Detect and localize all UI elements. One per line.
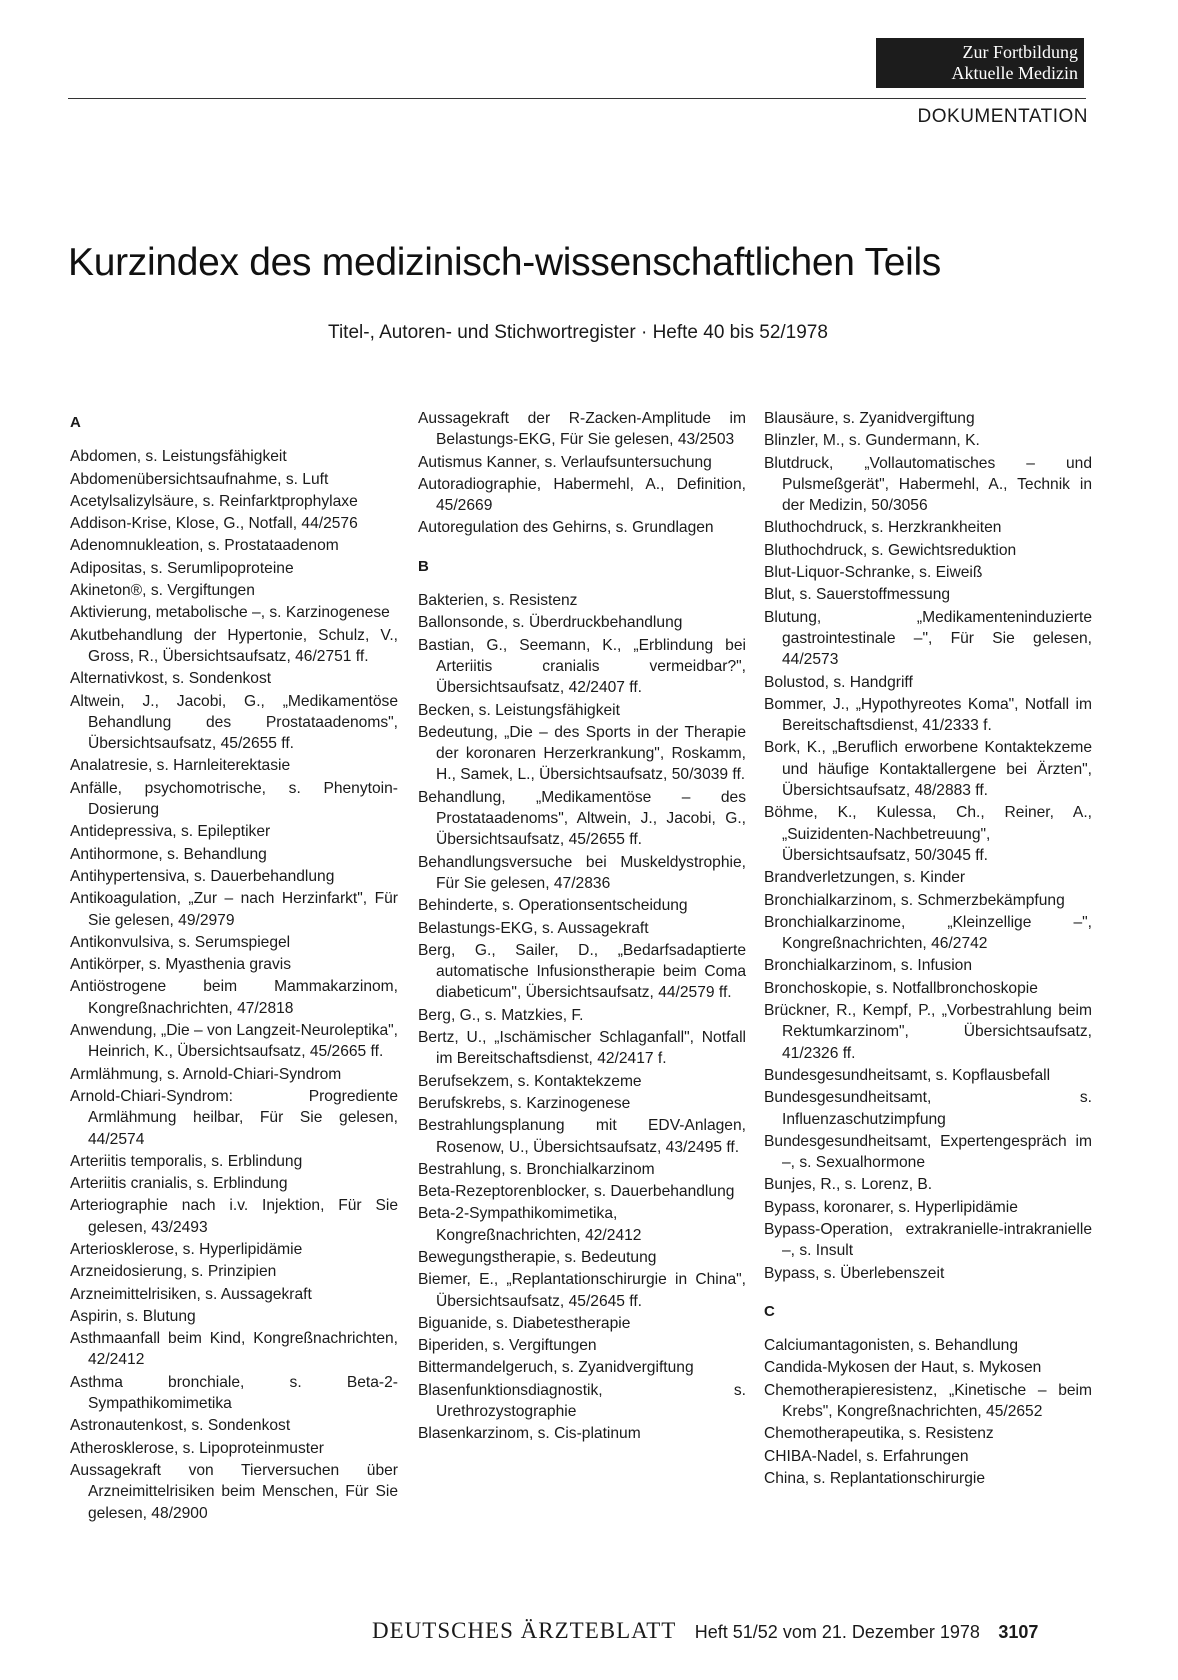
section-badge: [876, 38, 1084, 88]
page-title: Kurzindex des medizinisch-wissenschaftlichen Teils: [68, 241, 942, 284]
index-entry: Bunjes, R., s. Lorenz, B.: [764, 1176, 933, 1194]
index-entry: Behandlungsversuche bei Muskeldystrophie, Für Sie gelesen, 47/2836: [418, 853, 746, 892]
index-entry: Berufskrebs, s. Karzinogenese: [418, 1094, 631, 1112]
index-letter-heading: C: [764, 1302, 775, 1320]
index-entry: Aussagekraft von Tierversuchen über Arzneimittelrisiken beim Menschen, Für Sie gelesen, 48/2900: [70, 1461, 398, 1522]
issue-info: Heft 51/52 vom 21. Dezember 1978: [694, 1622, 980, 1642]
index-entry: Aspirin, s. Blutung: [70, 1307, 196, 1325]
index-entry: Blasenfunktionsdiagnostik, s. Urethrozystographie: [418, 1381, 746, 1421]
index-entry: Arnold-Chiari-Syndrom: Progrediente Armlähmung heilbar, Für Sie gelesen, 44/2574: [70, 1087, 398, 1148]
index-entry: Berg, G., Sailer, D., „Bedarfsadaptierte automatische Infusionstherapie beim Coma diabeticum", Übersichtsaufsatz, 44/2579 ff.: [418, 941, 746, 1002]
index-entry: Blutung, „Medikamenteninduzierte gastrointestinale –", Für Sie gelesen, 44/2573: [764, 608, 1092, 669]
index-entry: Antihypertensiva, s. Dauerbehandlung: [70, 867, 335, 885]
badge-line-1: Zur Fortbildung: [962, 42, 1078, 62]
index-entry: Beta-2-Sympathikomimetika, Kongreßnachrichten, 42/2412: [418, 1205, 642, 1244]
index-entry: Bundesgesundheitsamt, s. Kopflausbefall: [764, 1066, 1051, 1084]
index-entry: Anwendung, „Die – von Langzeit-Neuroleptika", Heinrich, K., Übersichtsaufsatz, 45/2665 ff.: [70, 1022, 399, 1061]
index-entry: Bundesgesundheitsamt, s. Influenzaschutzimpfung: [764, 1089, 1092, 1128]
index-entry: Abdomen, s. Leistungsfähigkeit: [70, 448, 287, 466]
index-entry: Bypass-Operation, extrakranielle-intrakranielle –, s. Insult: [764, 1220, 1092, 1260]
index-entry: Bittermandelgeruch, s. Zyanidvergiftung: [418, 1359, 694, 1377]
index-entry: Bedeutung, „Die – des Sports in der Therapie der koronaren Herzerkrankung", Roskamm, H., Samek, L., Übersichtsaufsatz, 50/3039 ff.: [418, 723, 746, 784]
index-entry: Bronchialkarzinom, s. Schmerzbekämpfung: [764, 891, 1065, 909]
index-entry: Becken, s. Leistungsfähigkeit: [418, 701, 620, 719]
page-footer: [372, 1618, 1088, 1646]
page-subtitle: Titel-, Autoren- und Stichwortregister · Hefte 40 bis 52/1978: [328, 322, 828, 343]
index-entry: Chemotherapeutika, s. Resistenz: [764, 1425, 994, 1443]
index-entry: Arzneidosierung, s. Prinzipien: [70, 1263, 277, 1281]
index-entry: Brückner, R., Kempf, P., „Vorbestrahlung beim Rektumkarzinom", Übersichtsaufsatz, 41/2326 ff.: [764, 1002, 1092, 1062]
index-entry: Arteriographie nach i.v. Injektion, Für Sie gelesen, 43/2493: [70, 1197, 398, 1236]
index-entry: Bypass, koronarer, s. Hyperlipidämie: [764, 1198, 1018, 1216]
index-entry: Atherosklerose, s. Lipoproteinmuster: [70, 1439, 324, 1457]
index-entry: Arzneimittelrisiken, s. Aussagekraft: [70, 1285, 312, 1303]
index-entry: Antikoagulation, „Zur – nach Herzinfarkt", Für Sie gelesen, 49/2979: [70, 890, 398, 929]
index-column-1: [70, 408, 398, 1525]
index-entry: Berufsekzem, s. Kontaktekzeme: [418, 1072, 642, 1090]
index-entry: Böhme, K., Kulessa, Ch., Reiner, A., „Suizidenten-Nachbetreuung", Übersichtsaufsatz, 50/3045 ff.: [764, 804, 1092, 864]
index-entry: Bolustod, s. Handgriff: [764, 673, 913, 691]
index-entry: Biperiden, s. Vergiftungen: [418, 1337, 597, 1355]
index-entry: Blinzler, M., s. Gundermann, K.: [764, 432, 980, 450]
index-entry: Beta-Rezeptorenblocker, s. Dauerbehandlung: [418, 1183, 735, 1201]
index-entry: Candida-Mykosen der Haut, s. Mykosen: [764, 1359, 1042, 1377]
index-entry: Berg, G., s. Matzkies, F.: [418, 1006, 584, 1024]
index-entry: Aktivierung, metabolische –, s. Karzinogenese: [70, 604, 390, 622]
index-entry: Bestrahlung, s. Bronchialkarzinom: [418, 1160, 655, 1178]
index-entry: Akineton®, s. Vergiftungen: [70, 582, 255, 600]
index-entry: Behinderte, s. Operationsentscheidung: [418, 897, 688, 915]
index-column-3: [764, 408, 1092, 1490]
index-entry: Blut, s. Sauerstoffmessung: [764, 586, 951, 604]
index-entry: Bork, K., „Beruflich erworbene Kontaktekzeme und häufige Kontaktallergene bei Ärzten", Übersichtsaufsatz, 48/2883 ff.: [764, 739, 1092, 800]
index-entry: Bertz, U., „Ischämischer Schlaganfall", Notfall im Bereitschaftsdienst, 42/2417 f.: [418, 1029, 746, 1068]
index-entry: Analatresie, s. Harnleiterektasie: [70, 757, 291, 775]
index-entry: Adenomnukleation, s. Prostataadenom: [70, 537, 339, 555]
index-entry: Bypass, s. Überlebenszeit: [764, 1264, 945, 1282]
index-entry: Bommer, J., „Hypothyreotes Koma", Notfall im Bereitschaftsdienst, 41/2333 f.: [764, 695, 1092, 735]
index-entry: Abdomenübersichtsaufnahme, s. Luft: [70, 470, 329, 488]
index-entry: Bakterien, s. Resistenz: [418, 592, 578, 610]
index-entry: Calciumantagonisten, s. Behandlung: [764, 1337, 1018, 1355]
index-entry: Astronautenkost, s. Sondenkost: [70, 1417, 291, 1435]
header-rule: [68, 98, 1086, 99]
index-entry: Bastian, G., Seemann, K., „Erblindung bei Arteriitis cranialis vermeidbar?", Übersichtsaufsatz, 42/2407 ff.: [418, 636, 746, 697]
index-entry: Chemotherapieresistenz, „Kinetische – beim Krebs", Kongreßnachrichten, 45/2652: [764, 1381, 1092, 1421]
index-entry: Bronchialkarzinome, „Kleinzellige –", Kongreßnachrichten, 46/2742: [764, 913, 1092, 953]
index-entry: Bronchoskopie, s. Notfallbronchoskopie: [764, 979, 1038, 997]
index-entry: Autoregulation des Gehirns, s. Grundlagen: [418, 519, 714, 537]
index-entry: Ballonsonde, s. Überdruckbehandlung: [418, 614, 683, 632]
index-entry: Bestrahlungsplanung mit EDV-Anlagen, Rosenow, U., Übersichtsaufsatz, 43/2495 ff.: [418, 1117, 746, 1156]
index-entry: Alternativkost, s. Sondenkost: [70, 670, 272, 688]
index-entry: Adipositas, s. Serumlipoproteine: [70, 559, 294, 577]
index-entry: Bewegungstherapie, s. Bedeutung: [418, 1248, 657, 1266]
index-entry: Biguanide, s. Diabetestherapie: [418, 1314, 631, 1332]
index-entry: Asthmaanfall beim Kind, Kongreßnachrichten, 42/2412: [70, 1330, 398, 1369]
index-entry: Armlähmung, s. Arnold-Chiari-Syndrom: [70, 1065, 342, 1083]
index-entry: Bluthochdruck, s. Gewichtsreduktion: [764, 541, 1017, 559]
index-entry: Akutbehandlung der Hypertonie, Schulz, V., Gross, R., Übersichtsaufsatz, 46/2751 ff.: [70, 626, 398, 665]
index-entry: Altwein, J., Jacobi, G., „Medikamentöse Behandlung des Prostataadenoms", Übersichtsaufsatz, 45/2655 ff.: [70, 692, 398, 753]
index-entry: CHIBA-Nadel, s. Erfahrungen: [764, 1447, 969, 1465]
index-entry: Blasenkarzinom, s. Cis-platinum: [418, 1425, 641, 1443]
index-entry: Arteriitis temporalis, s. Erblindung: [70, 1152, 303, 1170]
index-entry: Antidepressiva, s. Epileptiker: [70, 823, 271, 841]
index-entry: Antihormone, s. Behandlung: [70, 845, 267, 863]
index-entry: Bundesgesundheitsamt, Expertengespräch im –, s. Sexualhormone: [764, 1132, 1092, 1172]
index-entry: Anfälle, psychomotrische, s. Phenytoin-Dosierung: [70, 779, 398, 819]
index-entry: Blut-Liquor-Schranke, s. Eiweiß: [764, 564, 983, 582]
index-entry: Antiöstrogene beim Mammakarzinom, Kongreßnachrichten, 47/2818: [70, 978, 398, 1017]
index-letter-heading: A: [70, 414, 81, 431]
index-entry: Acetylsalizylsäure, s. Reinfarktprophylaxe: [70, 492, 358, 510]
section-label: DOKUMENTATION: [917, 106, 1088, 127]
index-entry: Autoradiographie, Habermehl, A., Definition, 45/2669: [418, 475, 746, 515]
index-entry: Behandlung, „Medikamentöse – des Prostataadenoms", Altwein, J., Jacobi, G., Übersichtsaufsatz, 45/2655 ff.: [418, 788, 746, 849]
index-entry: Bronchialkarzinom, s. Infusion: [764, 957, 973, 975]
index-entry: Blutdruck, „Vollautomatisches – und Pulsmeßgerät", Habermehl, A., Technik in der Medizin, 50/3056: [764, 454, 1092, 515]
index-entry: Antikonvulsiva, s. Serumspiegel: [70, 933, 291, 951]
index-column-2: [418, 408, 746, 1446]
index-entry: Arteriosklerose, s. Hyperlipidämie: [70, 1240, 303, 1258]
index-entry: Addison-Krise, Klose, G., Notfall, 44/2576: [70, 515, 358, 533]
index-entry: Aussagekraft der R-Zacken-Amplitude im Belastungs-EKG, Für Sie gelesen, 43/2503: [418, 410, 746, 449]
index-entry: Arteriitis cranialis, s. Erblindung: [70, 1175, 288, 1193]
index-entry: China, s. Replantationschirurgie: [764, 1469, 986, 1487]
index-entry: Antikörper, s. Myasthenia gravis: [70, 956, 292, 974]
index-entry: Brandverletzungen, s. Kinder: [764, 869, 966, 887]
index-entry: Biemer, E., „Replantationschirurgie in China", Übersichtsaufsatz, 45/2645 ff.: [418, 1271, 746, 1310]
index-entry: Bluthochdruck, s. Herzkrankheiten: [764, 519, 1002, 537]
index-entry: Belastungs-EKG, s. Aussagekraft: [418, 919, 649, 937]
index-letter-heading: B: [418, 557, 429, 575]
page-number: 3107: [998, 1622, 1039, 1642]
index-entry: Blausäure, s. Zyanidvergiftung: [764, 410, 975, 427]
index-entry: Autismus Kanner, s. Verlaufsuntersuchung: [418, 453, 712, 471]
index-entry: Asthma bronchiale, s. Beta-2-Sympathikomimetika: [70, 1373, 398, 1413]
journal-name: DEUTSCHES ÄRZTEBLATT: [372, 1618, 677, 1643]
badge-line-2: Aktuelle Medizin: [951, 63, 1078, 83]
